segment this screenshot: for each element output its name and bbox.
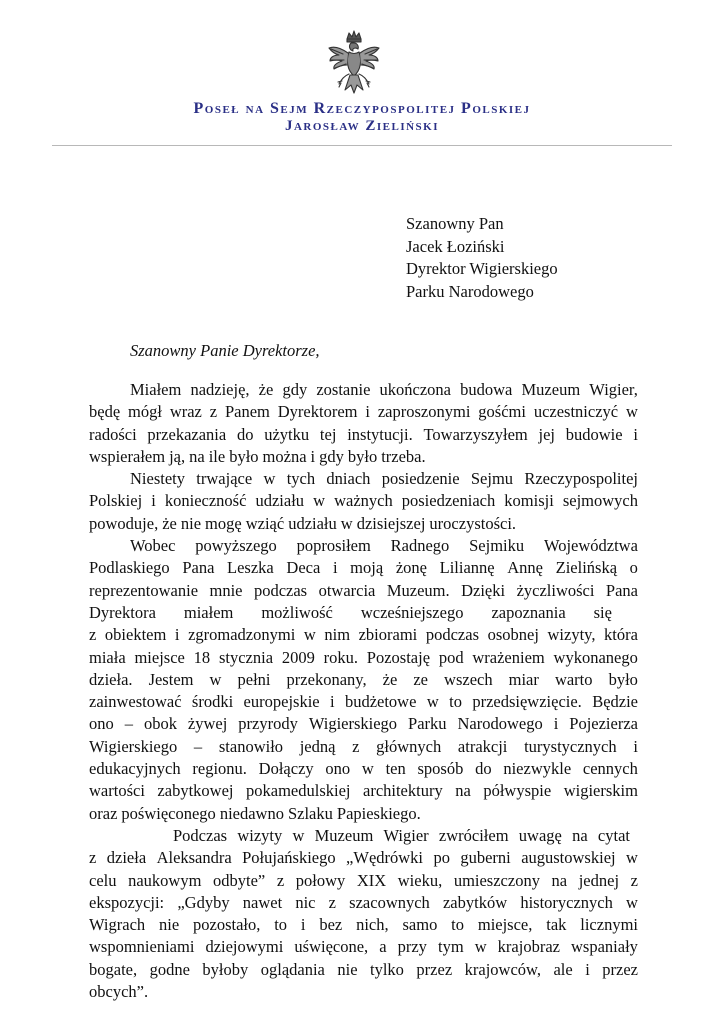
header-divider [52, 145, 672, 146]
body-line: Podczas wizyty w Muzeum Wigier zwróciłem uwagę na cytat [173, 825, 630, 845]
body-line: z dzieła Aleksandra Połujańskiego „Wędrówki po guberni augustowskiej w [89, 848, 638, 868]
body-line: obcych”. [89, 982, 149, 1002]
addressee-line: Parku Narodowego [406, 281, 534, 301]
addressee-line: Szanowny Pan [406, 214, 504, 233]
body-line: wspomnieniami dziejowymi uświęcone, a przy tym w krajobraz wspaniały [89, 937, 638, 957]
body-line: radości przekazania do użytku tej instytucji. Towarzyszyłem jej budowie i [89, 424, 638, 444]
addressee-line: Dyrektor Wigierskiego [406, 259, 558, 278]
body-line: Podlaskiego Pana Leszka Deca i moją żonę Liliannę Annę Zielińską o [89, 558, 638, 578]
header-title: Poseł na Sejm Rzeczypospolitej Polskiej [193, 100, 531, 117]
salutation: Szanowny Panie Dyrektorze, [130, 341, 320, 360]
body-line: Polskiej i konieczność udziału w ważnych posiedzeniach komisji sejmowych [89, 491, 638, 511]
body-line: edukacyjnych regionu. Dołączy ono w ten sposób do niezwykle cennych [89, 759, 638, 779]
body-line: miała miejsce 18 stycznia 2009 roku. Pozostaję pod wrażeniem wykonanego [89, 647, 638, 667]
body-line: wspierałem ją, na ile było można i gdy było trzeba. [89, 446, 426, 466]
body-line: Dyrektora miałem możliwość wcześniejszego zapoznania się [89, 602, 612, 622]
addressee-line: Jacek Łoziński [406, 236, 505, 256]
body-line: z obiektem i zgromadzonymi w nim zbiorami podczas osobnej wizyty, która [89, 625, 638, 645]
letter-body [89, 379, 638, 1003]
addressee-block [406, 213, 558, 303]
body-line: Wigrach nie pozostało, to i bez nich, samo to miejsce, tak licznymi [89, 915, 638, 935]
body-line: powoduje, że nie mogę wziąć udziału w dzisiejszej uroczystości. [89, 513, 517, 533]
body-line: Wobec powyższego poprosiłem Radnego Sejmiku Województwa [130, 536, 638, 556]
body-line: Niestety trwające w tych dniach posiedzenie Sejmu Rzeczypospolitej [130, 469, 638, 489]
body-line: Miałem nadzieję, że gdy zostanie ukończona budowa Muzeum Wigier, [130, 380, 638, 399]
polish-eagle-emblem-icon [327, 30, 381, 98]
body-line: reprezentowanie mnie podczas otwarcia Muzeum. Dzięki życzliwości Pana [89, 580, 638, 600]
body-line: celu naukowym odbyte” z połowy XIX wieku, umieszczony na jednej z [89, 870, 638, 890]
body-line: ekspozycji: „Gdyby nawet nic z szacownych zabytków historycznych w [89, 892, 638, 912]
body-line: dzieła. Jestem w pełni przekonany, że ze wszech miar warto było [89, 669, 638, 689]
body-line: będę mógł wraz z Panem Dyrektorem i zaproszonymi gośćmi uczestniczyć w [89, 402, 638, 422]
header-name: Jarosław Zieliński [284, 118, 439, 134]
body-line: Wigierskiego – stanowiło jedną z głównych atrakcji turystycznych i [89, 736, 638, 756]
body-line: bogate, godne byłoby oglądania nie tylko przez krajowców, ale i przez [89, 959, 638, 979]
body-line: oraz poświęconego niedawno Szlaku Papieskiego. [89, 803, 421, 823]
body-line: wartości zabytkowej pokamedulskiej architektury na półwyspie wigierskim [89, 781, 638, 801]
body-line: zainwestować środki europejskie i budżetowe w to przedsięwzięcie. Będzie [89, 692, 638, 712]
body-line: ono – obok żywej przyrody Wigierskiego Parku Narodowego i Pojezierza [89, 714, 638, 734]
